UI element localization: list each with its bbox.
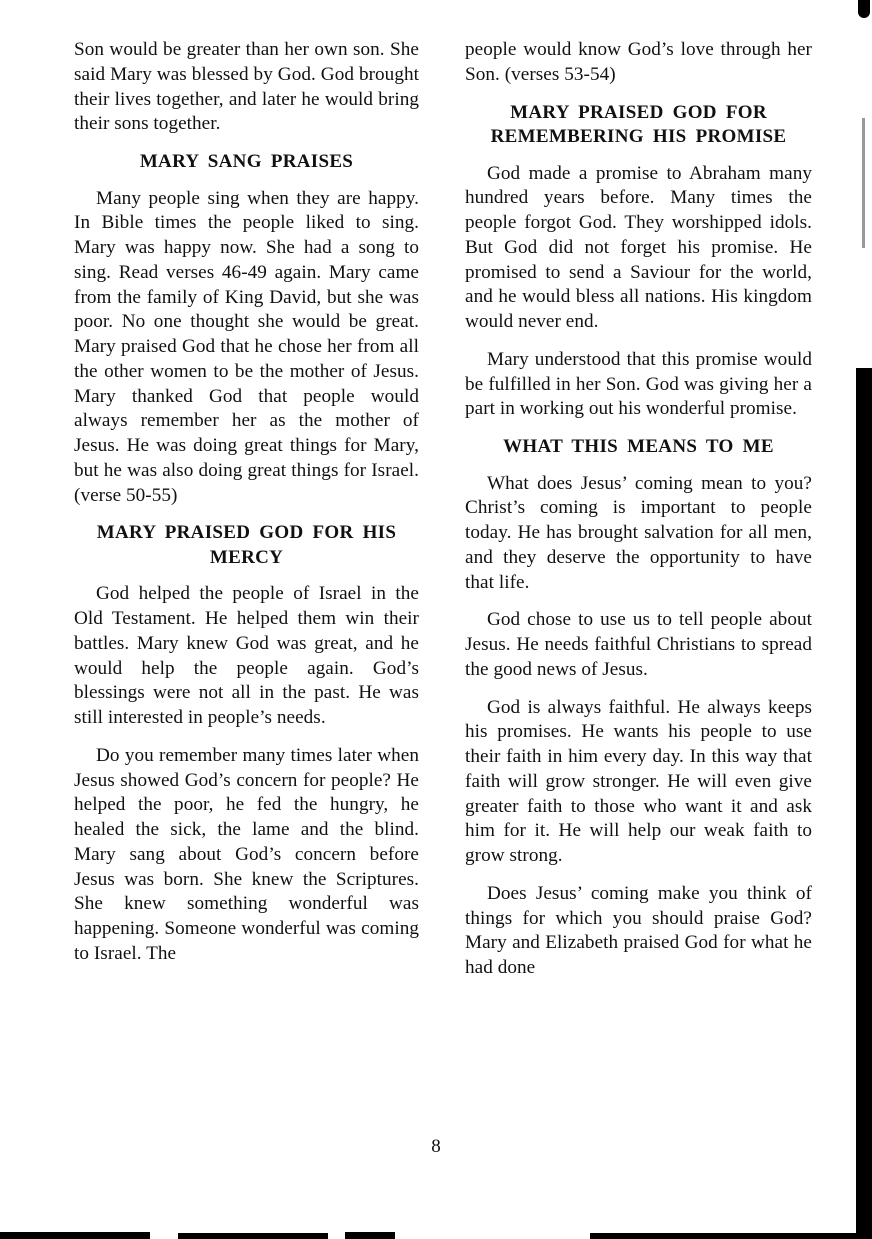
section-heading-what-this-means: WHAT THIS MEANS TO ME	[503, 436, 774, 457]
paragraph: God helped the people of Israel in the Old Testament. He helped them win their battles. Mary knew God was great, and he would help the people again. God’s blessings were not all in the past. He was still interested in people’s needs.	[74, 583, 419, 728]
paragraph: God is always faithful. He always keeps his promises. He wants his people to use their faith in him every day. In this way that faith will grow stronger. He will even give greater faith to those who want it and ask him for it. He will help our weak faith to grow strong.	[465, 696, 812, 866]
scan-edge-right	[856, 368, 872, 1239]
scan-edge-bottom	[0, 1232, 150, 1239]
page-number: 8	[431, 1136, 441, 1157]
section-heading-praised-for-mercy: MARY PRAISED GOD FOR HIS MERCY	[96, 522, 397, 568]
scan-edge-mark	[858, 0, 870, 18]
scan-edge-bottom	[178, 1233, 328, 1239]
left-column	[74, 38, 419, 980]
paragraph: Does Jesus’ coming make you think of things for which you should praise God? Mary and Elizabeth praised God for what he had done	[465, 882, 812, 978]
paragraph-continuation: people would know God’s love through her Son. (verses 53-54)	[465, 39, 812, 85]
paragraph-continuation: Son would be greater than her own son. She said Mary was blessed by God. God brought their lives together, and later he would bring their sons together.	[74, 39, 419, 135]
paragraph: Many people sing when they are happy. In Bible times the people liked to sing. Mary was happy now. She had a song to sing. Read verses 46-49 again. Mary came from the family of King David, but she was poor. No one thought she would be great. Mary praised God that he chose her from all the other women to be the mother of Jesus. Mary thanked God that people would always remember her as the mother of Jesus. He was doing great things for Mary, but he was also doing great things for Israel. (verse 50-55)	[74, 187, 419, 506]
scan-edge-bottom	[345, 1232, 395, 1239]
section-heading-remembering-promise: MARY PRAISED GOD FOR REMEMBERING HIS PROMISE	[490, 101, 787, 147]
scan-edge-bottom	[590, 1233, 872, 1239]
section-heading-mary-sang-praises: MARY SANG PRAISES	[139, 151, 354, 172]
paragraph: Mary understood that this promise would be fulfilled in her Son. God was giving her a part in working out his wonderful promise.	[465, 348, 812, 420]
right-column	[465, 38, 812, 994]
paragraph: What does Jesus’ coming mean to you? Christ’s coming is important to people today. He has brought salvation for all men, and they deserve the opportunity to have that life.	[465, 472, 812, 593]
paragraph: Do you remember many times later when Jesus showed God’s concern for people? He helped the poor, he fed the hungry, he healed the sick, the lame and the blind. Mary sang about God’s concern before Jesus was born. She knew the Scriptures. She knew something wonderful was happening. Someone wonderful was coming to Israel. The	[74, 744, 419, 964]
paragraph: God made a promise to Abraham many hundred years before. Many times the people forgot God. They worshipped idols. But God did not forget his promise. He promised to send a Saviour for the world, and he would bless all nations. His kingdom would never end.	[465, 162, 812, 332]
scan-edge-mark	[862, 118, 865, 248]
paragraph: God chose to use us to tell people about Jesus. He needs faithful Christians to spread the good news of Jesus.	[465, 609, 812, 680]
